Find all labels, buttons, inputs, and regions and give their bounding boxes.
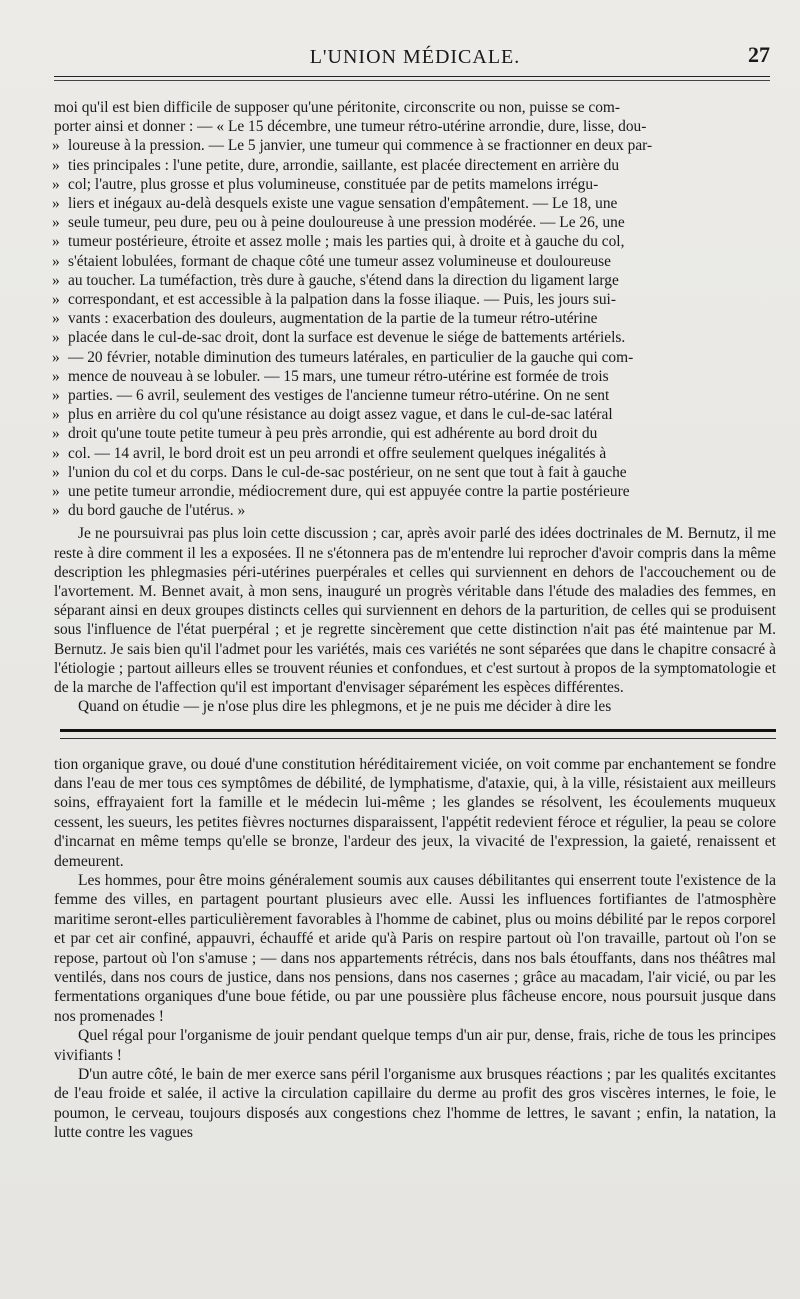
quote-line: » placée dans le cul-de-sac droit, dont la surface est devenue le siége de battements artériels.	[54, 328, 776, 347]
paragraph: Je ne poursuivrai pas plus loin cette discussion ; car, après avoir parlé des idées doctrinales de M. Bernutz, il me reste à dire comment il les a exposées. Il ne s'étonnera pas de m'entendre lui reprocher d'avoir compris dans la même description les phlegmasies péri-utérines puerpérales et celles qui surviennent en dehors de l'accouchement ou de l'avortement. M. Bennet avait, à mon sens, inauguré un progrès véritable dans l'étude des maladies des femmes, en séparant ainsi en deux groupes distincts celles qui surviennent en dehors de la parturition, de celles qui se produisent sous l'influence de l'état puerpéral ; et je regrette sincèrement que cette distinction n'ait pas été maintenue par M. Bernutz. Je sais bien qu'il l'admet pour les variétés, mais ces variétés ne sont séparées que dans le chapitre consacré à l'étiologie ; partout ailleurs elles se trouvent réunies et confondues, et c'est surtout à propos de la symptomatologie et de la marche de l'affection qu'il est important d'envisager séparément les espèces différentes.	[54, 525, 776, 697]
quote-line: » loureuse à la pression. — Le 5 janvier, une tumeur qui commence à se fractionner en deux par-	[54, 136, 776, 155]
quote-line: » mence de nouveau à se lobuler. — 15 mars, une tumeur rétro-utérine est formée de trois	[54, 367, 776, 386]
text-line: moi qu'il est bien difficile de supposer qu'une péritonite, circonscrite ou non, puisse se com-	[54, 99, 621, 116]
quote-line: » correspondant, et est accessible à la palpation dans la fosse iliaque. — Puis, les jours sui-	[54, 290, 776, 309]
quote-line: » s'étaient lobulées, formant de chaque côté une tumeur assez volumineuse et douloureuse	[54, 252, 776, 271]
paragraph: Quel régal pour l'organisme de jouir pendant quelque temps d'un air pur, dense, frais, riche de tous les principes vivifiants !	[54, 1027, 776, 1064]
lower-article	[54, 755, 776, 1143]
quote-line: » ties principales : l'une petite, dure, arrondie, saillante, est placée directement en arrière du	[54, 156, 776, 175]
paragraph: tion organique grave, ou doué d'une constitution héréditairement viciée, on voit comme par enchantement se fondre dans l'eau de mer tous ces symptômes de débilité, de lymphatisme, d'ataxie, qui, à la ville, résistaient aux meilleurs soins, effrayaient fort la famille et le médecin lui-même ; les glandes se résolvent, les écoulements muqueux cessent, les sueurs, les petites fièvres nocturnes disparaissent, l'appétit redevient féroce et régulier, la peau se colore d'incarnat en même temps qu'elle se bronze, l'ardeur des jeux, la vivacité de l'expression, la gaieté, renaissent et demeurent.	[54, 755, 776, 870]
quote-line: » l'union du col et du corps. Dans le cul-de-sac postérieur, on ne sent que tout à fait à gauche	[54, 463, 776, 482]
quote-line: » du bord gauche de l'utérus. »	[54, 501, 776, 520]
quote-line: » liers et inégaux au-delà desquels existe une vague sensation d'empâtement. — Le 18, une	[54, 194, 776, 213]
quote-line: » — 20 février, notable diminution des tumeurs latérales, en particulier de la gauche qui com-	[54, 348, 776, 367]
running-title: L'UNION MÉDICALE.	[309, 46, 521, 68]
quote-line: » au toucher. La tuméfaction, très dure à gauche, s'étend dans la direction du ligament large	[54, 271, 776, 290]
quote-line: » parties. — 6 avril, seulement des vestiges de l'ancienne tumeur rétro-utérine. On ne sent	[54, 386, 776, 405]
paragraph: Quand on étudie — je n'ose plus dire les phlegmons, et je ne puis me décider à dire les	[78, 698, 612, 716]
quote-line: » col. — 14 avril, le bord droit est un peu arrondi et offre seulement quelques inégalités à	[54, 444, 776, 463]
page-header	[54, 0, 776, 72]
upper-article	[54, 98, 776, 717]
quote-line: » droit qu'une toute petite tumeur à peu près arrondie, qui est adhérente au bord droit du	[54, 424, 776, 443]
quote-line: » une petite tumeur arrondie, médiocrement dure, qui est appuyée contre la partie postérieure	[54, 482, 776, 501]
page-number: 27	[748, 42, 770, 67]
quote-line: » seule tumeur, peu dure, peu ou à peine douloureuse à une pression modérée. — Le 26, une	[54, 213, 776, 232]
quote-line: » plus en arrière du col qu'une résistance au doigt assez vague, et dans le cul-de-sac latéral	[54, 405, 776, 424]
header-rule-secondary	[54, 80, 770, 81]
section-divider	[60, 729, 776, 739]
header-rule	[54, 76, 770, 77]
quote-line: » col; l'autre, plus grosse et plus volumineuse, constituée par de petits mamelons irrégu-	[54, 175, 776, 194]
text-line: porter ainsi et donner : — « Le 15 décembre, une tumeur rétro-utérine arrondie, dure, lisse, dou-	[54, 118, 647, 136]
quotation	[54, 136, 776, 520]
paragraph: D'un autre côté, le bain de mer exerce sans péril l'organisme aux brusques réactions ; par les qualités excitantes de l'eau froide et salée, il active la circulation capillaire du derme au profit des gros viscères internes, le foie, le poumon, le cerveau, toujours disposés aux congestions chez l'homme de lettres, le savant ; enfin, la natation, la lutte contre les vagues	[54, 1066, 776, 1142]
paragraph: Les hommes, pour être moins généralement soumis aux causes débilitantes qui enserrent toute l'existence de la femme des villes, en partagent pourtant plusieurs avec elle. Aussi les influences fortifiantes de l'atmosphère maritime seront-elles particulièrement favorables à l'homme de cabinet, plus ou moins débilité par le repos corporel et par cet air confiné, appauvri, échauffé et aride qu'à Paris on respire partout où l'on travaille, partout où l'on se repose, partout où l'on s'amuse ; — dans nos appartements rétrécis, dans nos bals étouffants, dans nos théâtres mal ventilés, dans nos cours de justice, dans nos pensions, dans nos casernes ; grâce au macadam, l'air vicié, ou par les fermentations organiques d'une boue fétide, ou par une poussière plus fâcheuse encore, nous poursuit jusque dans nos promenades !	[54, 871, 776, 1025]
quote-line: » tumeur postérieure, étroite et assez molle ; mais les parties qui, à droite et à gauche du col,	[54, 232, 776, 251]
quote-line: » vants : exacerbation des douleurs, augmentation de la partie de la tumeur rétro-utérine	[54, 309, 776, 328]
